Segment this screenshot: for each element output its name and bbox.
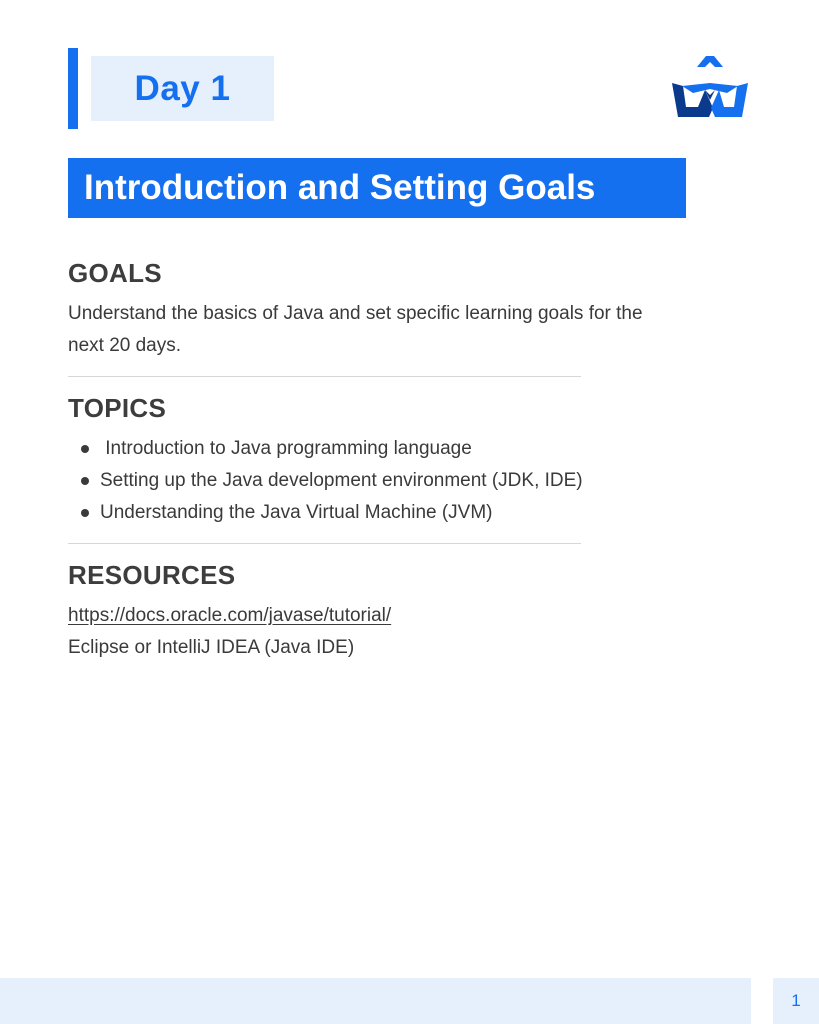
goals-heading: GOALS: [68, 258, 162, 288]
topics-list: [68, 433, 583, 529]
day-badge: [91, 56, 274, 121]
divider: [68, 376, 581, 377]
bullet-icon: [81, 477, 89, 485]
page-title: Introduction and Setting Goals: [84, 168, 596, 207]
topic-text: Understanding the Java Virtual Machine (JVM): [100, 502, 493, 523]
resources-heading: RESOURCES: [68, 560, 236, 590]
topic-text: Introduction to Java programming language: [100, 438, 472, 459]
day-accent-bar: [68, 48, 78, 129]
star-boat-logo-icon: [669, 54, 751, 122]
topics-heading: TOPICS: [68, 393, 167, 423]
page-number: 1: [791, 991, 801, 1010]
footer-band: [0, 978, 751, 1024]
page-title-banner: [68, 158, 686, 218]
list-item: [68, 433, 583, 465]
divider: [68, 543, 581, 544]
list-item: [68, 497, 583, 529]
bullet-icon: [81, 509, 89, 517]
oracle-tutorial-link[interactable]: https://docs.oracle.com/javase/tutorial/: [68, 605, 392, 626]
resource-tool-text: Eclipse or IntelliJ IDEA (Java IDE): [68, 637, 355, 658]
day-label: Day 1: [134, 68, 231, 108]
bullet-icon: [81, 445, 89, 453]
list-item: [68, 465, 583, 497]
page-number-box: [773, 978, 819, 1024]
topic-text: Setting up the Java development environment (JDK, IDE): [100, 470, 583, 491]
goals-text-line2: next 20 days.: [68, 335, 182, 356]
goals-text-line1: Understand the basics of Java and set specific learning goals for the: [68, 303, 643, 324]
resource-link-row: [68, 600, 391, 632]
